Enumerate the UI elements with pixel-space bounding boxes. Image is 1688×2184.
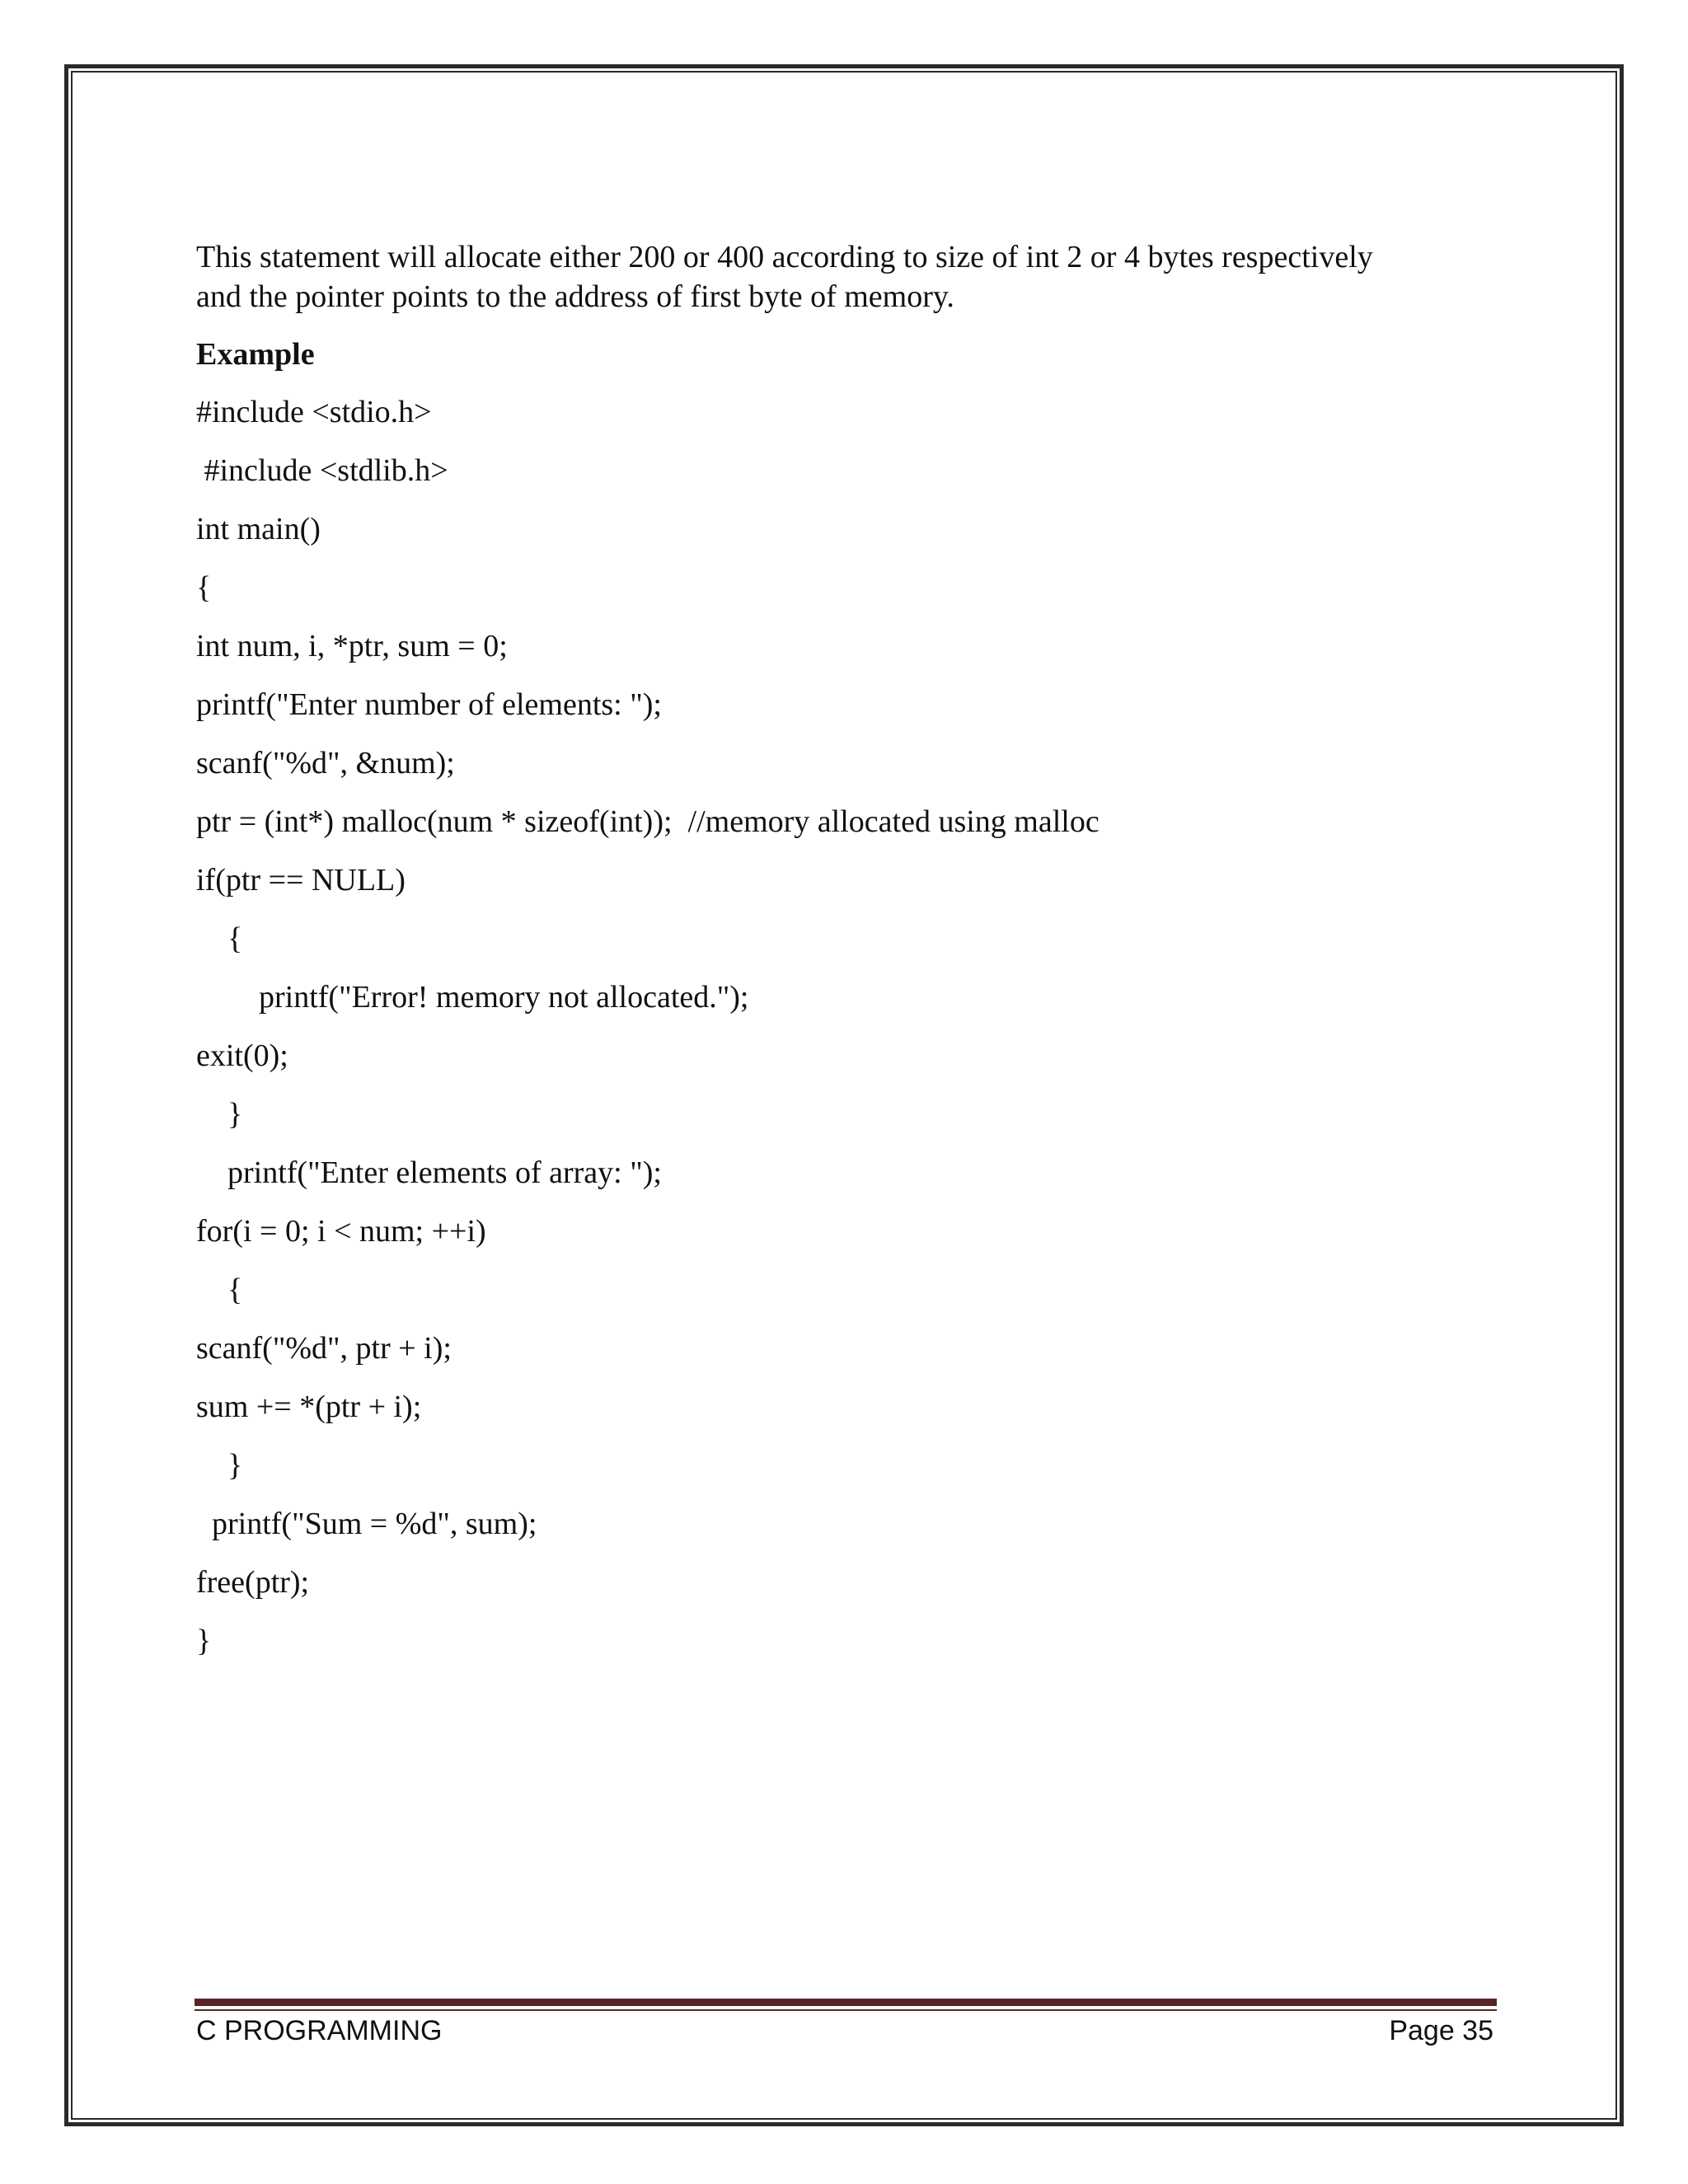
code-line: printf("Sum = %d", sum);	[196, 1507, 537, 1541]
code-line: sum += *(ptr + i);	[196, 1390, 422, 1424]
code-line: int num, i, *ptr, sum = 0;	[196, 629, 508, 663]
intro-paragraph-line-2: and the pointer points to the address of first byte of memory.	[196, 279, 954, 314]
example-heading: Example	[196, 337, 315, 372]
code-line: exit(0);	[196, 1038, 288, 1073]
footer-page-number: Page 35	[1389, 2015, 1493, 2046]
code-block	[196, 392, 1498, 1680]
code-line: scanf("%d", &num);	[196, 746, 455, 780]
code-line: {	[196, 921, 243, 956]
intro-paragraph-line-1: This statement will allocate either 200 or 400 according to size of int 2 or 4 bytes respectively	[196, 240, 1373, 274]
code-line: {	[196, 1272, 243, 1307]
code-line: if(ptr == NULL)	[196, 863, 406, 898]
code-line: for(i = 0; i < num; ++i)	[196, 1214, 486, 1249]
footer-title: C PROGRAMMING	[196, 2015, 443, 2046]
code-line: printf("Error! memory not allocated.");	[196, 980, 749, 1015]
code-line: int main()	[196, 512, 321, 546]
code-line: #include <stdio.h>	[196, 395, 432, 429]
page-content	[196, 237, 1498, 1680]
code-line: scanf("%d", ptr + i);	[196, 1331, 452, 1366]
code-line: printf("Enter elements of array: ");	[196, 1155, 662, 1190]
code-line: }	[196, 1097, 243, 1132]
code-line: }	[196, 1624, 212, 1658]
code-line: {	[196, 570, 212, 605]
code-line: free(ptr);	[196, 1565, 310, 1600]
code-line: ptr = (int*) malloc(num * sizeof(int)); //memory allocated using malloc	[196, 804, 1100, 839]
code-line: }	[196, 1448, 243, 1483]
code-line: printf("Enter number of elements: ");	[196, 687, 662, 722]
footer-rule-thick	[195, 1999, 1497, 2006]
code-line: #include <stdlib.h>	[196, 453, 448, 488]
